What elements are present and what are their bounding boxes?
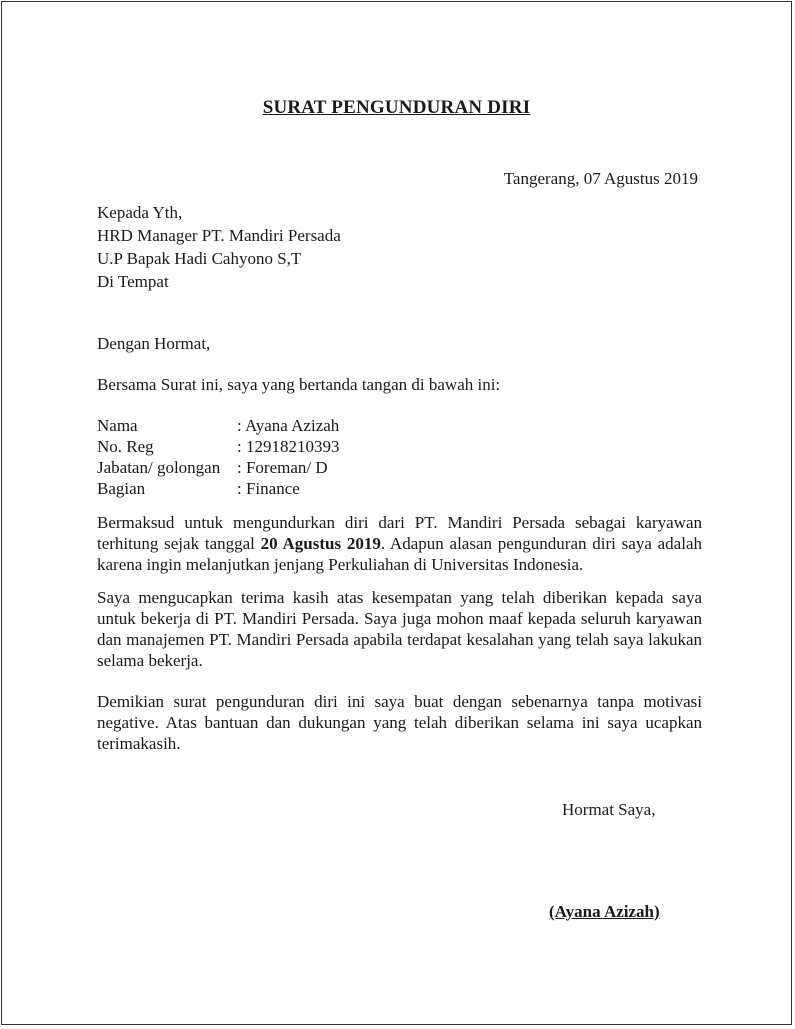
identity-row bbox=[97, 436, 339, 457]
greeting: Dengan Hormat, bbox=[97, 334, 211, 353]
paragraph-text: . Adapun alasan pengunduran diri saya adalah karena ingin melanjutkan jenjang Perkuliahan di Universitas Indonesia. bbox=[97, 534, 702, 574]
identity-label: Nama bbox=[97, 416, 138, 435]
paragraph-text: Bermaksud untuk mengundurkan diri dari PT. Mandiri Persada sebagai karyawan terhitung sejak tanggal bbox=[97, 513, 702, 553]
recipient-line: HRD Manager PT. Mandiri Persada bbox=[97, 226, 341, 245]
paragraph-closing: Demikian surat pengunduran diri ini saya buat dengan sebenarnya tanpa motivasi negative. Atas bantuan dan dukungan yang telah diberikan selama ini saya ucapkan terimakasih. bbox=[97, 692, 702, 753]
identity-label: Bagian bbox=[97, 479, 146, 498]
signer-name: (Ayana Azizah) bbox=[549, 902, 660, 921]
identity-label: Jabatan/ golongan bbox=[97, 458, 221, 477]
identity-value: : Foreman/ D bbox=[237, 458, 328, 477]
identity-value: : 12918210393 bbox=[237, 437, 340, 456]
recipient-line: Di Tempat bbox=[97, 272, 169, 291]
identity-row bbox=[97, 415, 339, 436]
recipient-line: U.P Bapak Hadi Cahyono S,T bbox=[97, 249, 302, 268]
paragraph-resignation bbox=[97, 512, 702, 575]
identity-row bbox=[97, 478, 339, 499]
intro-sentence: Bersama Surat ini, saya yang bertanda tangan di bawah ini: bbox=[97, 375, 501, 394]
resignation-date: 20 Agustus 2019 bbox=[260, 534, 381, 553]
paragraph-thanks: Saya mengucapkan terima kasih atas kesempatan yang telah diberikan kepada saya untuk bekerja di PT. Mandiri Persada. Saya juga mohon maaf kepada seluruh karyawan dan manajemen PT. Mandiri Persada apabila terdapat kesalahan yang telah saya lakukan selama bekerja. bbox=[97, 588, 702, 670]
identity-table bbox=[97, 415, 339, 499]
closing-salutation: Hormat Saya, bbox=[562, 800, 656, 819]
recipient-block bbox=[97, 201, 341, 293]
letter-page bbox=[1, 1, 792, 1025]
letter-title: SURAT PENGUNDURAN DIRI bbox=[262, 97, 531, 118]
place-date: Tangerang, 07 Agustus 2019 bbox=[503, 169, 698, 188]
identity-value: : Ayana Azizah bbox=[237, 416, 340, 435]
identity-value: : Finance bbox=[237, 479, 300, 498]
identity-row bbox=[97, 457, 339, 478]
recipient-line: Kepada Yth, bbox=[97, 203, 183, 222]
identity-label: No. Reg bbox=[97, 437, 154, 456]
